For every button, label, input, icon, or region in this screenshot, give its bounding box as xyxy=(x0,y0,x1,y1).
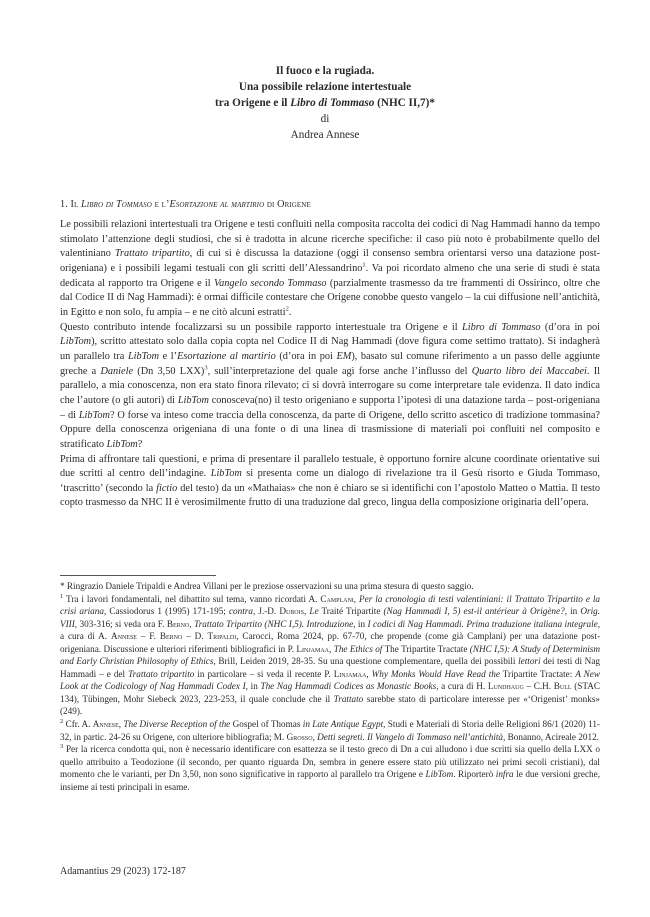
footnote-ref-1[interactable]: 1 xyxy=(362,261,366,269)
footnote-ref-2[interactable]: 2 xyxy=(285,305,289,313)
page-footer: Adamantius 29 (2023) 172-187 xyxy=(60,866,186,877)
footnote-divider xyxy=(60,575,216,576)
paragraph-2: Questo contributo intende focalizzarsi su un possibile rapporto intertestuale tra Origene e il Libro di Tommaso (d’ora in poi LibTom), scritto attestato solo dalla copia copta nel Codice II di Nag Hammadi (dove figura come settimo trattato). Si indagherà un parallelo tra LibTom e l’Esortazione al martirio (d’ora in poi EM), basato sul comune riferimento a un passo delle aggiunte greche a Daniele (Dn 3,50 LXX)$^3$, sull’interpretazione del quale agì forse anche l’influsso del Quarto libro dei Maccabei. Il parallelo, a mia conoscenza, non era stato finora rilevato; ci si dovrà interrogare su come interpretare tale evidenza. Il dato indica che l’autore (o gli autori) di LibTom conosceva(no) il testo origeniano e supporta l’ipotesi di una datazione tarda – post-origeniana – di LibTom? O forse va inteso come traccia della conoscenza, da parte di Origene, dello scritto ascetico di tradizione tommasina? Oppure della conoscenza origeniana di una fonte o di una linea di trasmissione di materiali poi confluiti nel composito e stratificato LibTom? xyxy=(60,321,601,450)
article-title-block xyxy=(60,63,590,143)
footnote-ref-3[interactable]: 3 xyxy=(204,364,208,372)
title-line-1: Il fuoco e la rugiada. xyxy=(275,65,375,77)
author-name: Andrea Annese xyxy=(290,129,360,141)
title-di: di xyxy=(320,113,330,125)
title-line-2: Una possibile relazione intertestuale xyxy=(238,81,412,93)
footnote-2: $^2$ Cfr. A. Annese, The Diverse Reception of the Gospel of Thomas in Late Antique Egypt, Studi e Materiali di Storia delle Religioni 86/1 (2020) 11-32, in partic. 24-26 su Origene, con ulteriore bibliografia; M. Grosso, Detti segreti. Il Vangelo di Tommaso nell’antichità, Bonanno, Acireale 2012. xyxy=(60,717,600,742)
footnote-star: * Ringrazio Daniele Tripaldi e Andrea Villani per le preziose osservazioni su una prima stesura di questo saggio. xyxy=(60,581,474,591)
body-text xyxy=(60,218,600,511)
title-line-3: tra Origene e il Libro di Tommaso (NHC II,7)* xyxy=(215,97,435,109)
section-heading: 1. Il Libro di Tommaso e l’Esortazione al martirio di Origene xyxy=(60,199,311,210)
paragraph-1: Le possibili relazioni intertestuali tra Origene e testi confluiti nella composita raccolta dei codici di Nag Hammadi hanno da tempo stimolato l’attenzione degli studiosi, che si è tradotta in alcune ricerche specifiche: il caso più noto è probabilmente quello del valentiniano Trattato tripartito, di cui si è discussa la datazione (oggi il consenso sembra orientarsi verso una datazione post-origeniana) e i possibili legami testuali con gli scritti dell’Alessandrino$^1$. Va poi ricordato almeno che una serie di studi è stata dedicata al rapporto tra Origene e il Vangelo secondo Tommaso (parzialmente trasmesso da tre frammenti di Ossirinco, oltre che dal Codice II di Nag Hammadi): è ormai difficile contestare che Origene conobbe questo vangelo – la cui diffusione nell’antichità, in Egitto e non solo, fu ampia – e ne citò alcuni estratti$^2$. xyxy=(60,219,600,318)
footnotes xyxy=(60,580,600,793)
footnote-1: $^1$ Tra i lavori fondamentali, nel dibattito sul tema, vanno ricordati A. Camplani, Per la cronologia di testi valentiniani: il Trattato Tripartito e la crisi ariana, Cassiodorus 1 (1995) 171-195; contra, J.-D. Dubois, Le Traité Tripartite (Nag Hammadi I, 5) est-il antérieur à Origène?, in Orig. VIII, 303-316; si veda ora F. Berno, Trattato Tripartito (NHC I,5). Introduzione, in I codici di Nag Hammadi. Prima traduzione italiana integrale, a cura di A. Annese – F. Berno – D. Tripaldi, Carocci, Roma 2024, pp. 67-70, che propende (come già Camplani) per una datazione post-origeniana. Discussione e ulteriori riferimenti bibliografici in P. Linjamaa, The Ethics of The Tripartite Tractate (NHC I,5): A Study of Determinism and Early Christian Philosophy of Ethics, Brill, Leiden 2019, 28-35. Su una questione complementare, quella dei possibili lettori dei testi di Nag Hammadi – e del Trattato tripartito in particolare – si veda il recente P. Linjamaa, Why Monks Would Have Read the Tripartite Tractate: A New Look at the Codicology of Nag Hammadi Codex I, in The Nag Hammadi Codices as Monastic Books, a cura di H. Lundhaug – C.H. Bull (STAC 134), Tübingen, Mohr Siebeck 2023, 223-253, il quale conclude che il Trattato sarebbe stato di particolare interesse per «‘Origenist’ monks» (249). xyxy=(60,592,601,717)
paragraph-3: Prima di affrontare tali questioni, e prima di presentare il parallelo testuale, è opportuno fornire alcune coordinate orientative sui due scritti al centro dell’indagine. LibTom si presenta come un dialogo di rivelazione tra il Gesù risorto e Giuda Tommaso, ‘trascritto’ (secondo la fictio del testo) da un «Mathaias» che non è chiaro se si identifichi con l’apostolo Matteo o Mattia. Il testo copto trasmesso da NHC II è verosimilmente frutto di una traduzione dal greco, lingua della composizione originaria dell’opera. xyxy=(60,453,601,509)
footnote-3: $^3$ Per la ricerca condotta qui, non è necessario identificare con esattezza se il testo greco di Dn a cui alludono i due scritti sia quello della LXX o quello attribuito a Teodozione (il secondo, per quanto riguarda Dn, sembra in genere essere stato più utilizzato nei primi secoli cristiani), dal momento che le varianti, per Dn 3,50, non sono significative in rapporto al parallelo tra Origene e LibTom. Riporterò infra le due versioni greche, insieme ai testi principali in esame. xyxy=(60,743,600,792)
